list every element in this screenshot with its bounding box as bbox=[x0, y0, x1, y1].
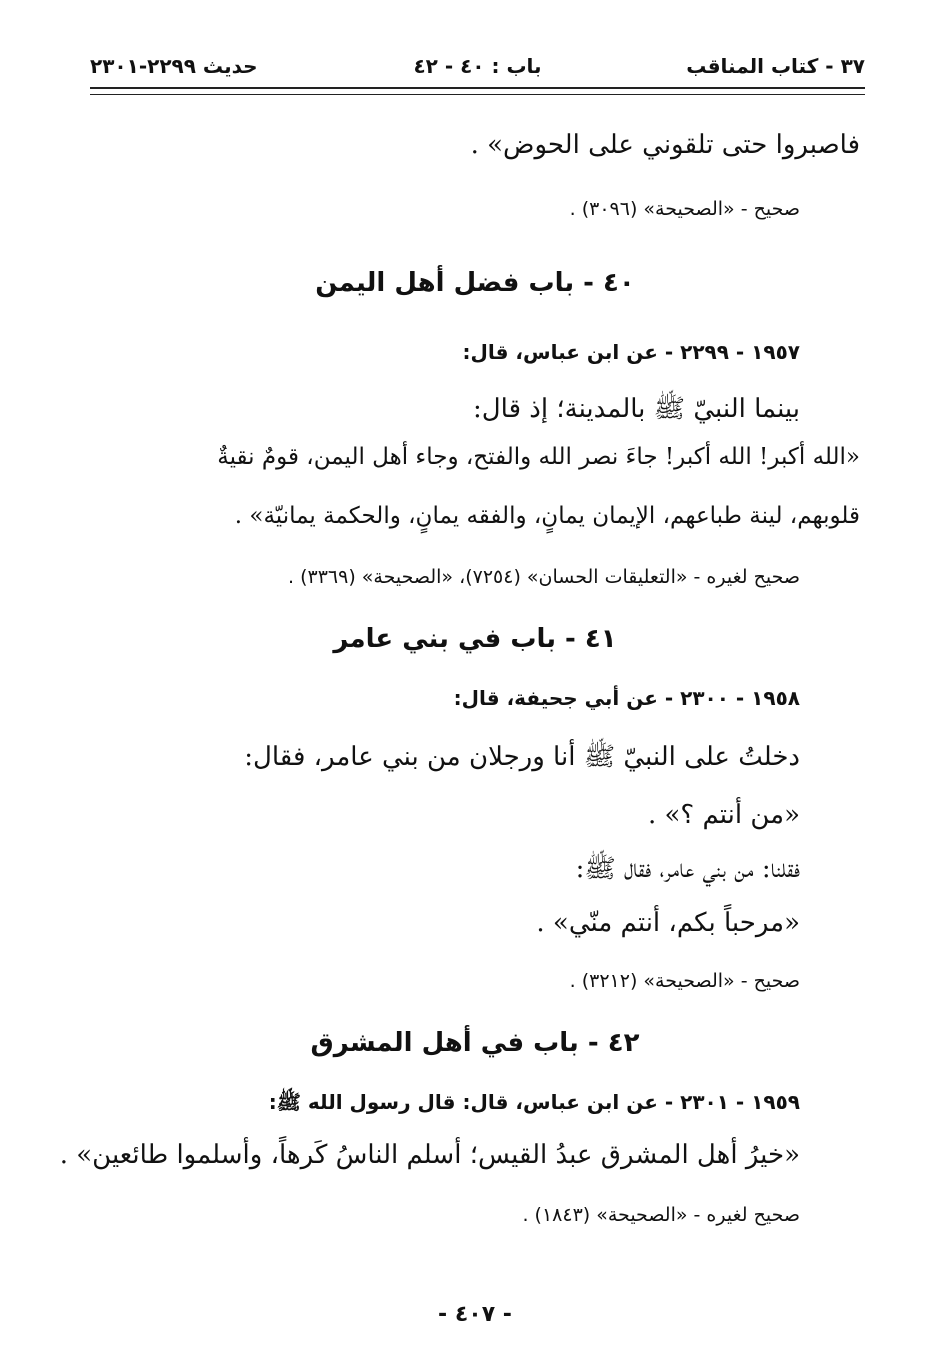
header-rule-thick bbox=[90, 87, 865, 89]
page-number: - ٤٠٧ - bbox=[438, 1302, 512, 1327]
chapter-heading-42: ٤٢ - باب في أهل المشرق bbox=[310, 1028, 640, 1058]
hadith-number-line: ١٩٥٧ - ٢٢٩٩ - عن ابن عباس، قال: bbox=[462, 340, 800, 364]
text-line: «مرحباً بكم، أنتم منّي» . bbox=[536, 908, 800, 938]
chapter-heading-41: ٤١ - باب في بني عامر bbox=[333, 624, 617, 654]
hadith-number-line: ١٩٥٨ - ٢٣٠٠ - عن أبي جحيفة، قال: bbox=[453, 686, 800, 710]
text-line: دخلتُ على النبيّ ﷺ أنا ورجلان من بني عامر، فقال: bbox=[244, 742, 800, 772]
header-rule-thin bbox=[90, 94, 865, 95]
grading-line: صحيح لغيره - «التعليقات الحسان» (٧٢٥٤)، «الصحيحة» (٣٣٦٩) . bbox=[288, 566, 800, 588]
text-line: قلوبهم، لينة طباعهم، الإيمان يمانٍ، والفقه يمانٍ، والحكمة يمانيّة» . bbox=[234, 503, 860, 529]
text-line: «الله أكبر! الله أكبر! جاءَ نصر الله والفتح، وجاء أهل اليمن، قومٌ نقيةٌ bbox=[217, 444, 860, 470]
running-header bbox=[90, 48, 865, 82]
grading-line: صحيح لغيره - «الصحيحة» (١٨٤٣) . bbox=[522, 1204, 800, 1226]
text-line: «من أنتم ؟» . bbox=[647, 800, 800, 830]
header-book-title: ٣٧ - كتاب المناقب bbox=[686, 54, 865, 78]
text-line: «خيرُ أهل المشرق عبدُ القيس؛ أسلم الناسُ كَرهاً، وأسلموا طائعين» . bbox=[59, 1140, 800, 1170]
chapter-heading-40: ٤٠ - باب فضل أهل اليمن bbox=[315, 268, 635, 298]
hadith-number-line: ١٩٥٩ - ٢٣٠١ - عن ابن عباس، قال: قال رسول الله ﷺ: bbox=[268, 1090, 800, 1114]
grading-line: صحيح - «الصحيحة» (٣٠٩٦) . bbox=[569, 198, 800, 220]
text-line: فقلنا: من بني عامر، فقال ﷺ: bbox=[575, 854, 800, 884]
header-chapter-range: باب : ٤٠ - ٤٢ bbox=[413, 54, 542, 78]
header-hadith-range: حديث ٢٢٩٩-٢٣٠١ bbox=[90, 54, 258, 78]
text-line: بينما النبيّ ﷺ بالمدينة؛ إذ قال: bbox=[473, 394, 800, 424]
text-line: فاصبروا حتى تلقوني على الحوض» . bbox=[470, 130, 860, 160]
grading-line: صحيح - «الصحيحة» (٣٢١٢) . bbox=[569, 970, 800, 992]
